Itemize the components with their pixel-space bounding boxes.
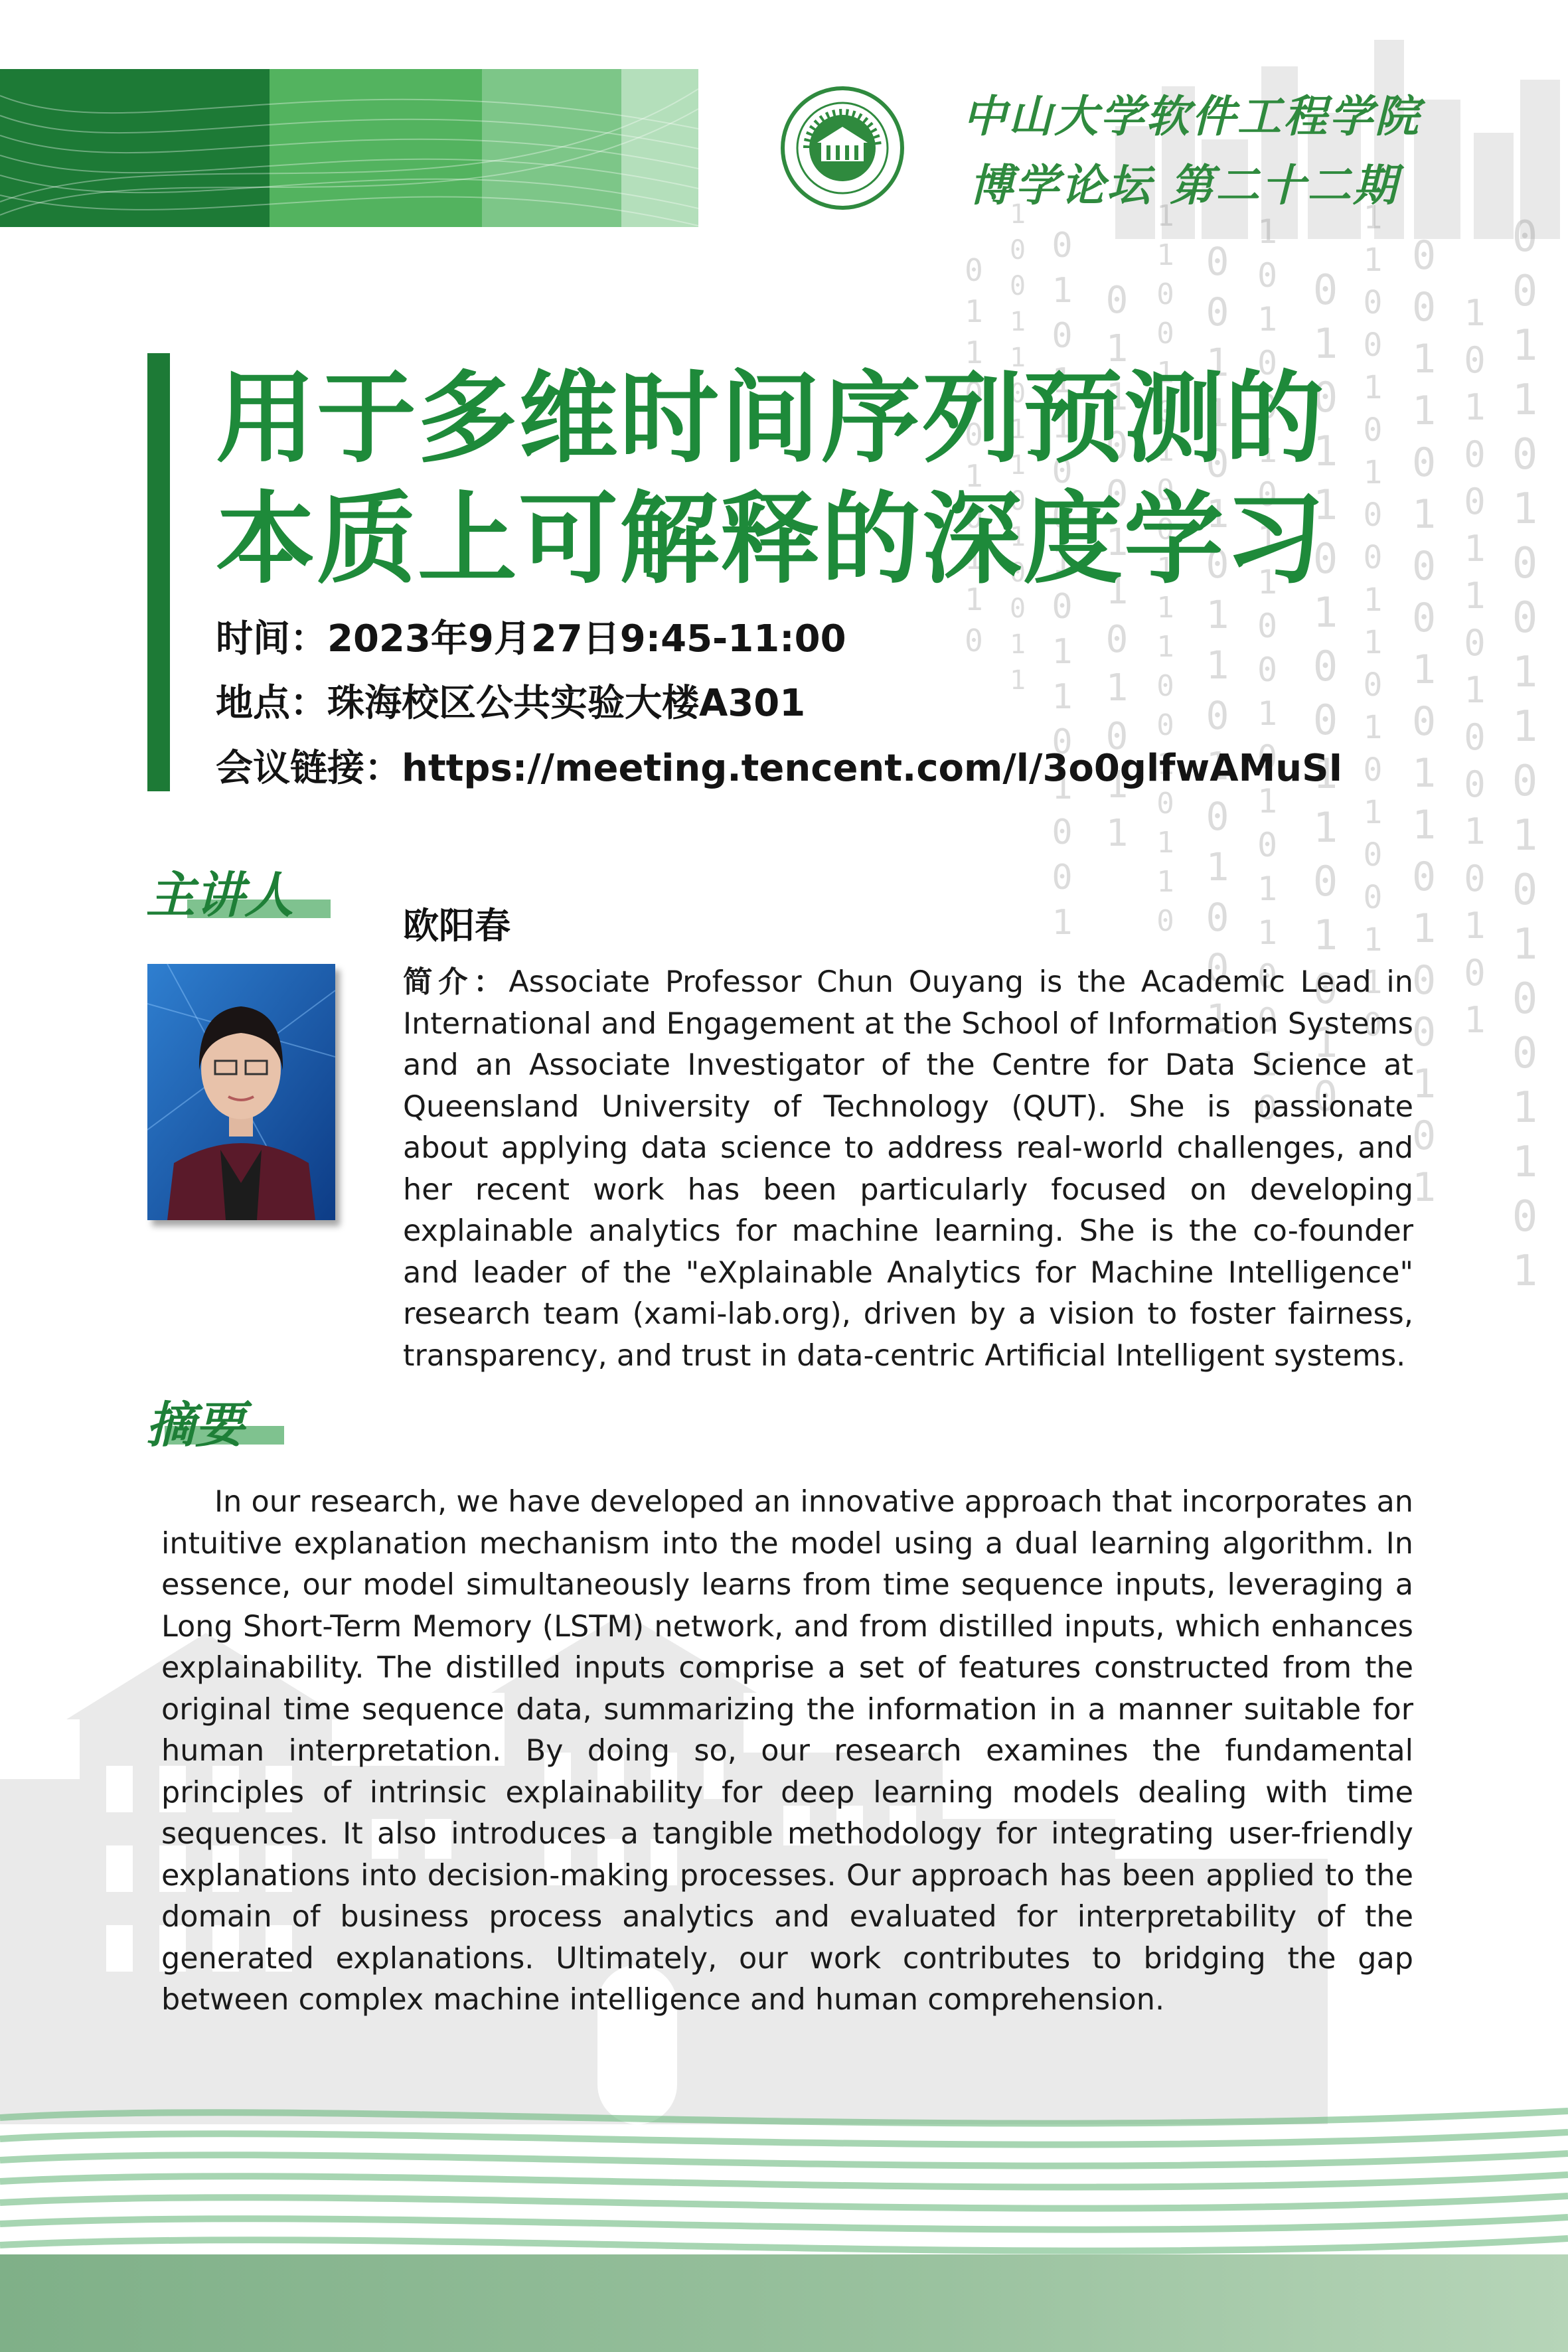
bio-label: 简介： [403, 965, 509, 999]
forum-issue-title: 博学论坛 第二十二期 [969, 160, 1399, 211]
meeting-link[interactable]: 会议链接：https://meeting.tencent.com/l/3o0glfwAMuSI [216, 747, 1343, 790]
talk-title-line-1: 用于多维时间序列预测的 [216, 361, 1326, 477]
binary-background: 0110010110 10011011010011 0101100101101001 011001101011 1100101001110010110 0011010110101001 101001011001010110010 0101101001101010 11001010011010100110 0011010010110100101 1010011010010101 00110100110101001101 [956, 199, 1549, 1301]
talk-title [216, 358, 1344, 600]
abstract-section-label: 摘要 [146, 1397, 244, 1454]
header-wave-lines [0, 69, 698, 227]
footer-wave-stripes [0, 2091, 1568, 2257]
school-title: 中山大学软件工程学院 [963, 91, 1421, 142]
talk-title-line-2: 本质上可解释的深度学习 [216, 482, 1326, 597]
speaker-name: 欧阳春 [403, 905, 510, 947]
footer-bar [0, 2254, 1568, 2352]
bio-text: Associate Professor Chun Ouyang is the Academic Lead in International and Engagement at the School of Information Systems and an Associate Investigator of the Centre for Data Science at Queensland University of Technology (QUT). She is passionate about applying data science to address real-world challenges, and her recent work has been particularly focused on developing explainable analytics for machine learning. She is the co-founder and leader of the "eXplainable Analytics for Machine Intelligence" research team (xami-lab.org), driven by a vision to foster fairness, transparency, and trust in data-centric Artificial Intelligent systems. [403, 965, 1413, 1373]
talk-time: 时间：2023年9月27日9:45-11:00 [216, 617, 846, 661]
speaker-section-label: 主讲人 [146, 867, 293, 924]
talk-location: 地点：珠海校区公共实验大楼A301 [216, 682, 806, 725]
speaker-photo [147, 964, 335, 1220]
abstract-text: In our research, we have developed an innovative approach that incorporates an intuitive explanation mechanism into the model using a dual learning algorithm. In essence, our model simultaneously learns from time sequence inputs, leveraging a Long Short-Term Memory (LSTM) network, and from distilled inputs, which enhances explainability. The distilled inputs comprise a set of features constructed from the original time sequence data, summarizing the information in a manner suitable for human interpretation. By doing so, our research examines the fundamental principles of intrinsic explainability for deep learning models dealing with time sequences. It also introduces a tangible methodology for integrating user-friendly explanations into decision-making processes. Our approach has been applied to the domain of business process analytics and evaluated for interpretability of the generated explanations. Ultimately, our work contributes to bridging the gap between complex machine intelligence and human comprehension. [161, 1485, 1413, 2017]
title-accent-bar [147, 353, 170, 791]
speaker-bio [403, 962, 1413, 1377]
university-seal-icon [780, 86, 905, 210]
